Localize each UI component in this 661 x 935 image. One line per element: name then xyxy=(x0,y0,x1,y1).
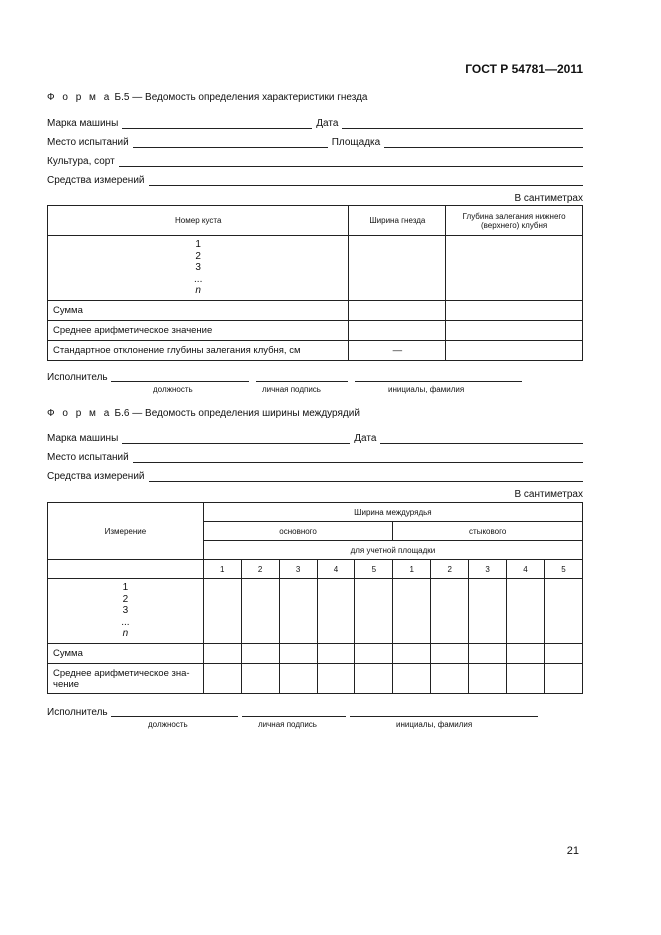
form-b6-executor-label: Исполнитель xyxy=(47,707,108,718)
machine-input-line[interactable] xyxy=(122,118,312,129)
column-number: 5 xyxy=(355,560,393,579)
page-number: 21 xyxy=(566,845,579,857)
form-b5-title xyxy=(47,92,368,103)
data-cell[interactable] xyxy=(544,579,582,644)
table-row xyxy=(48,664,583,694)
crop-label: Культура, сорт xyxy=(47,156,115,167)
mean-width-cell[interactable] xyxy=(349,321,446,341)
column-header-nest-width: Ширина гнезда xyxy=(349,206,446,236)
table-header-row xyxy=(48,503,583,522)
table-row xyxy=(48,321,583,341)
machine-input-line[interactable] xyxy=(122,433,350,444)
data-cell[interactable] xyxy=(431,644,469,664)
area-label: Площадка xyxy=(331,137,381,148)
row-numbers-cell xyxy=(48,579,204,644)
header-main: основного xyxy=(203,522,393,541)
sum-depth-cell[interactable] xyxy=(446,301,583,321)
data-cell[interactable] xyxy=(469,644,507,664)
date-input-line[interactable] xyxy=(342,118,583,129)
form-b6-name-caption: инициалы, фамилия xyxy=(396,720,473,729)
row-numbers-cell xyxy=(48,236,349,301)
data-cell[interactable] xyxy=(355,579,393,644)
column-number: 4 xyxy=(507,560,545,579)
mean-label: Среднее арифметическое значение xyxy=(48,321,349,341)
data-cell[interactable] xyxy=(241,664,279,694)
instruments-label: Средства измерений xyxy=(47,471,145,482)
form-b5-position-line[interactable] xyxy=(111,380,249,382)
form-b6-title xyxy=(47,408,360,419)
table-row xyxy=(48,301,583,321)
table-row xyxy=(48,644,583,664)
date-label: Дата xyxy=(354,433,377,444)
data-cell[interactable] xyxy=(507,579,545,644)
header-plot: для учетной площадки xyxy=(203,541,582,560)
table-row xyxy=(48,579,583,644)
form-b6-title-text: Б.6 — Ведомость определения ширины междурядий xyxy=(111,408,360,419)
form-b6-position-caption: должность xyxy=(148,720,188,729)
form-b6-signature-caption: личная подпись xyxy=(258,720,317,729)
sum-label: Сумма xyxy=(48,301,349,321)
nest-table xyxy=(47,205,583,361)
column-number: 1 xyxy=(203,560,241,579)
form-b5-signature-line[interactable] xyxy=(256,380,348,382)
data-cell[interactable] xyxy=(507,644,545,664)
table-row xyxy=(48,341,583,361)
form-b5-signature-caption: личная подпись xyxy=(262,385,321,394)
form-b5-row-instruments xyxy=(47,172,583,186)
row-number: 1 xyxy=(122,582,129,594)
std-label: Стандартное отклонение глубины залегания клубня, см xyxy=(48,341,349,361)
form-b6-title-word: Ф о р м а xyxy=(47,408,112,419)
column-header-bush-number: Номер куста xyxy=(48,206,349,236)
row-number: 2 xyxy=(195,250,201,262)
empty-header-cell xyxy=(48,560,204,579)
form-b6-position-line[interactable] xyxy=(111,715,238,717)
row-number: n xyxy=(195,285,201,297)
data-cell[interactable] xyxy=(241,644,279,664)
data-cell[interactable] xyxy=(317,644,355,664)
date-input-line[interactable] xyxy=(380,433,583,444)
column-number: 2 xyxy=(431,560,469,579)
data-cell[interactable] xyxy=(355,664,393,694)
row-number: n xyxy=(122,628,129,640)
form-b5-position-caption: должность xyxy=(153,385,193,394)
form-b5-unit: В сантиметрах xyxy=(514,193,583,204)
area-input-line[interactable] xyxy=(384,137,583,148)
data-cell[interactable] xyxy=(203,644,241,664)
column-header-tuber-depth: Глубина залегания нижнего (верхнего) клубня xyxy=(446,206,583,236)
instruments-input-line[interactable] xyxy=(149,175,583,186)
date-label: Дата xyxy=(316,118,339,129)
sum-width-cell[interactable] xyxy=(349,301,446,321)
form-b6-row-test-site xyxy=(47,449,583,463)
data-cell[interactable] xyxy=(317,664,355,694)
form-b5-title-word: Ф о р м а xyxy=(47,92,112,103)
data-cell[interactable] xyxy=(241,579,279,644)
instruments-label: Средства измерений xyxy=(47,175,145,186)
form-b5-executor-label: Исполнитель xyxy=(47,372,108,383)
tuber-depth-cell[interactable] xyxy=(446,236,583,301)
data-cell[interactable] xyxy=(279,579,317,644)
sum-label: Сумма xyxy=(48,644,204,664)
form-b5-row-crop xyxy=(47,153,583,167)
mean-depth-cell[interactable] xyxy=(446,321,583,341)
data-cell[interactable] xyxy=(393,664,431,694)
mean-label: Среднее арифметическое зна-чение xyxy=(48,664,204,694)
machine-label: Марка машины xyxy=(47,433,119,444)
column-number: 3 xyxy=(279,560,317,579)
column-header-measurement: Измерение xyxy=(48,503,204,560)
row-number: 1 xyxy=(195,239,201,251)
data-cell[interactable] xyxy=(203,664,241,694)
data-cell[interactable] xyxy=(393,644,431,664)
form-b5-name-line[interactable] xyxy=(355,380,522,382)
form-b6-row-machine xyxy=(47,430,583,444)
data-cell[interactable] xyxy=(469,664,507,694)
form-b5-title-text: Б.5 — Ведомость определения характеристики гнезда xyxy=(111,92,368,103)
instruments-input-line[interactable] xyxy=(149,471,583,482)
row-number: ... xyxy=(194,273,203,285)
nest-width-cell[interactable] xyxy=(349,236,446,301)
machine-label: Марка машины xyxy=(47,118,119,129)
row-number: 2 xyxy=(122,593,129,605)
data-cell[interactable] xyxy=(317,579,355,644)
data-cell[interactable] xyxy=(507,664,545,694)
form-b6-name-line[interactable] xyxy=(350,715,538,717)
form-b6-row-instruments xyxy=(47,468,583,482)
test-site-label: Место испытаний xyxy=(47,137,129,148)
data-cell[interactable] xyxy=(469,579,507,644)
row-spacing-table xyxy=(47,502,583,694)
table-header-row xyxy=(48,206,583,236)
std-width-dash: — xyxy=(349,341,446,361)
table-row xyxy=(48,236,583,301)
test-site-label: Место испытаний xyxy=(47,452,129,463)
data-cell[interactable] xyxy=(431,664,469,694)
crop-input-line[interactable] xyxy=(119,156,583,167)
row-number: 3 xyxy=(195,262,201,274)
data-cell[interactable] xyxy=(203,579,241,644)
data-cell[interactable] xyxy=(544,644,582,664)
document-id: ГОСТ Р 54781—2011 xyxy=(465,62,583,76)
data-cell[interactable] xyxy=(279,664,317,694)
data-cell[interactable] xyxy=(279,644,317,664)
form-b6-unit: В сантиметрах xyxy=(514,489,583,500)
form-b5-name-caption: инициалы, фамилия xyxy=(388,385,465,394)
data-cell[interactable] xyxy=(393,579,431,644)
column-number: 3 xyxy=(469,560,507,579)
header-joint: стыкового xyxy=(393,522,583,541)
column-number: 4 xyxy=(317,560,355,579)
form-b6-signature-line[interactable] xyxy=(242,715,346,717)
row-number: 3 xyxy=(122,605,129,617)
data-cell[interactable] xyxy=(355,644,393,664)
form-b5-row-machine xyxy=(47,115,583,129)
column-number: 2 xyxy=(241,560,279,579)
column-number: 1 xyxy=(393,560,431,579)
std-depth-cell[interactable] xyxy=(446,341,583,361)
header-row-spacing-width: Ширина междурядья xyxy=(203,503,582,522)
row-number: ... xyxy=(121,616,130,628)
column-number: 5 xyxy=(544,560,582,579)
form-b5-row-test-site xyxy=(47,134,583,148)
test-site-input-line[interactable] xyxy=(133,452,583,463)
table-header-row xyxy=(48,560,583,579)
data-cell[interactable] xyxy=(544,664,582,694)
data-cell[interactable] xyxy=(431,579,469,644)
test-site-input-line[interactable] xyxy=(133,137,328,148)
